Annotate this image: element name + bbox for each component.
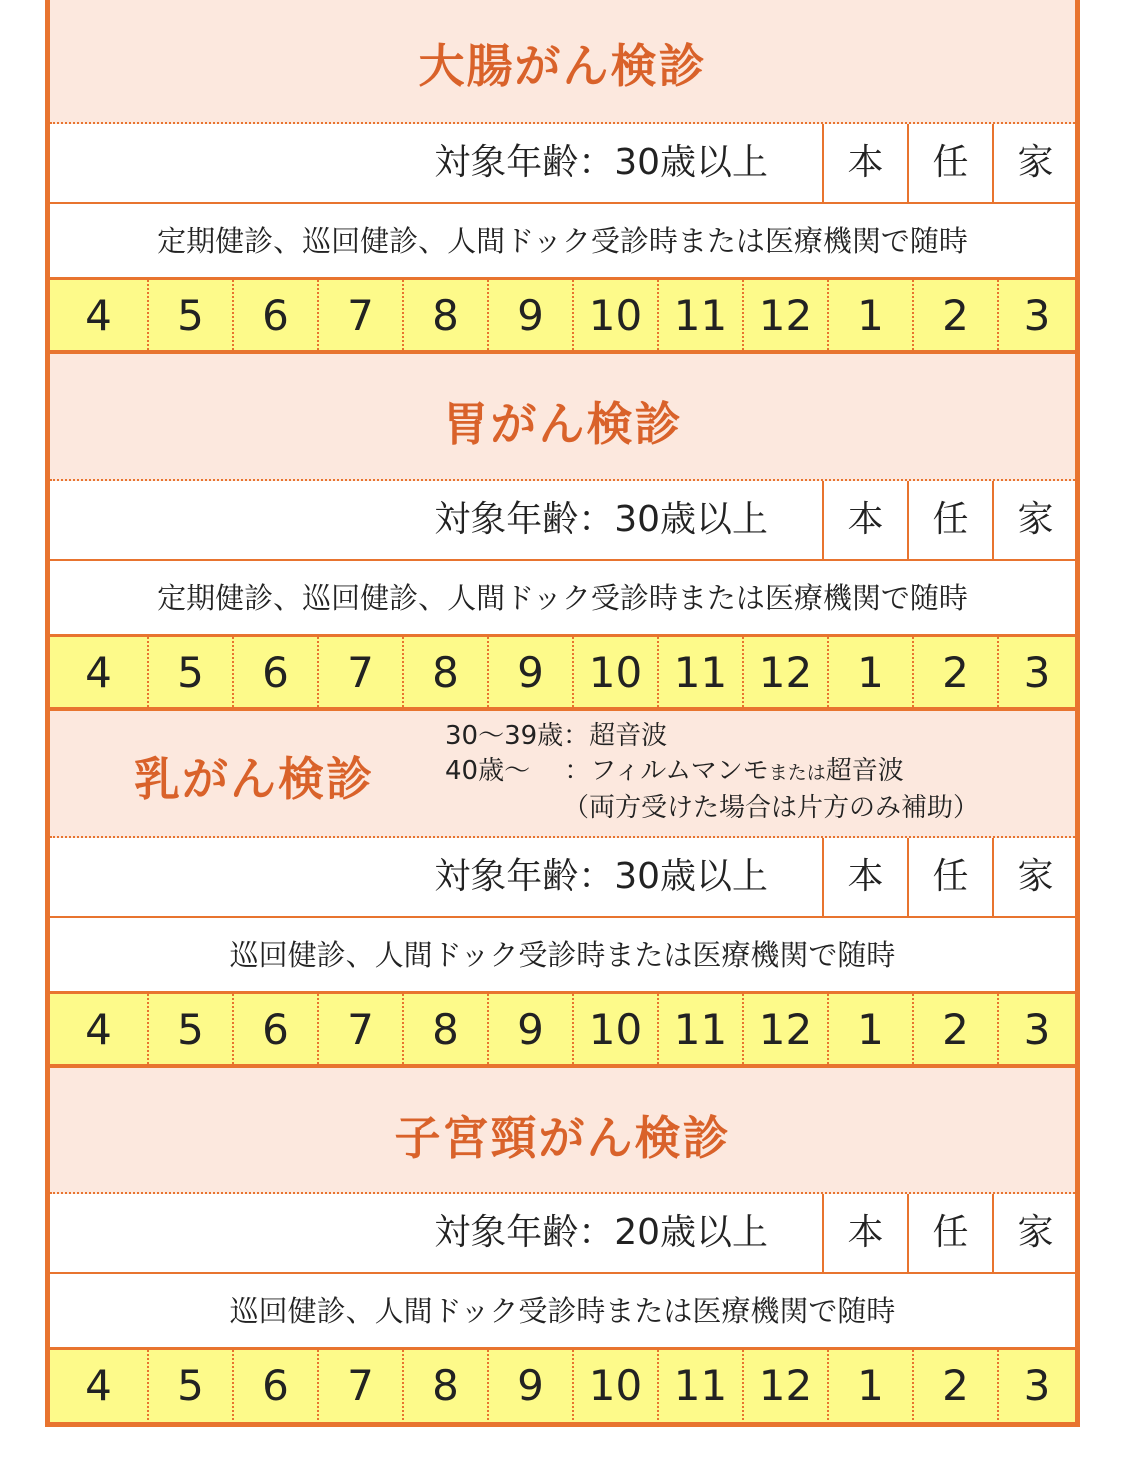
coverage-self: 本 bbox=[822, 838, 907, 916]
age-row bbox=[50, 1194, 1075, 1274]
month-cell: 1 bbox=[827, 994, 912, 1064]
coverage-voluntary: 任 bbox=[907, 838, 992, 916]
month-cell: 8 bbox=[402, 280, 487, 350]
coverage-family: 家 bbox=[992, 838, 1077, 916]
month-cell: 2 bbox=[912, 280, 997, 350]
month-cell: 8 bbox=[402, 637, 487, 707]
section-title: 乳がん検診 bbox=[134, 752, 374, 806]
month-cell: 7 bbox=[317, 637, 402, 707]
month-cell: 7 bbox=[317, 994, 402, 1064]
age-label: 対象年齢：30歳以上 bbox=[434, 142, 768, 183]
month-cell: 12 bbox=[742, 280, 827, 350]
timing-description: 巡回健診、人間ドック受診時または医療機関で随時 bbox=[50, 918, 1075, 994]
age-label: 対象年齢：20歳以上 bbox=[434, 1212, 768, 1253]
month-cell: 2 bbox=[912, 1350, 997, 1420]
month-row bbox=[50, 994, 1075, 1068]
age-label: 対象年齢：30歳以上 bbox=[434, 856, 768, 897]
month-cell: 6 bbox=[232, 994, 317, 1064]
note-line-over-40 bbox=[445, 754, 979, 791]
month-row bbox=[50, 637, 1075, 711]
month-cell: 8 bbox=[402, 1350, 487, 1420]
month-cell: 11 bbox=[657, 1350, 742, 1420]
age-label: 対象年齢：30歳以上 bbox=[434, 499, 768, 540]
month-cell: 8 bbox=[402, 994, 487, 1064]
month-cell: 4 bbox=[85, 291, 112, 340]
coverage-family: 家 bbox=[992, 481, 1077, 559]
section-title: 子宮頸がん検診 bbox=[394, 1111, 731, 1165]
month-cell: 12 bbox=[742, 994, 827, 1064]
note-prefix: 40歳～ ：フィルムマンモ bbox=[445, 756, 769, 786]
month-cell: 9 bbox=[487, 637, 572, 707]
screening-table bbox=[45, 0, 1080, 1427]
month-cell: 4 bbox=[85, 648, 112, 697]
section-title: 胃がん検診 bbox=[442, 397, 683, 451]
month-row bbox=[50, 280, 1075, 354]
month-cell: 3 bbox=[997, 637, 1075, 707]
month-cell: 3 bbox=[997, 994, 1075, 1064]
coverage-voluntary: 任 bbox=[907, 124, 992, 202]
month-cell: 12 bbox=[742, 637, 827, 707]
section-header-stomach bbox=[50, 354, 1075, 481]
note-suffix: 超音波 bbox=[825, 756, 904, 786]
timing-description: 定期健診、巡回健診、人間ドック受診時または医療機関で随時 bbox=[50, 204, 1075, 280]
month-cell: 1 bbox=[827, 280, 912, 350]
month-cell: 9 bbox=[487, 994, 572, 1064]
month-cell: 2 bbox=[912, 994, 997, 1064]
month-cell: 1 bbox=[827, 1350, 912, 1420]
month-cell: 3 bbox=[997, 280, 1075, 350]
month-cell: 5 bbox=[147, 1350, 232, 1420]
timing-description: 巡回健診、人間ドック受診時または医療機関で随時 bbox=[50, 1274, 1075, 1350]
section-title: 大腸がん検診 bbox=[418, 39, 707, 93]
coverage-family: 家 bbox=[992, 124, 1077, 202]
month-cell: 3 bbox=[997, 1350, 1075, 1420]
coverage-family: 家 bbox=[992, 1194, 1077, 1272]
month-cell: 10 bbox=[572, 994, 657, 1064]
month-cell: 6 bbox=[232, 280, 317, 350]
month-cell: 11 bbox=[657, 637, 742, 707]
coverage-self: 本 bbox=[822, 481, 907, 559]
month-cell: 6 bbox=[232, 637, 317, 707]
month-cell: 4 bbox=[85, 1361, 112, 1410]
section-header-colorectal bbox=[50, 0, 1075, 124]
month-cell: 10 bbox=[572, 280, 657, 350]
month-row bbox=[50, 1350, 1075, 1422]
month-cell: 9 bbox=[487, 280, 572, 350]
month-cell: 7 bbox=[317, 280, 402, 350]
section-header-cervical bbox=[50, 1068, 1075, 1194]
month-cell: 11 bbox=[657, 994, 742, 1064]
month-cell: 5 bbox=[147, 994, 232, 1064]
month-cell: 4 bbox=[85, 1005, 112, 1054]
coverage-voluntary: 任 bbox=[907, 1194, 992, 1272]
timing-description: 定期健診、巡回健診、人間ドック受診時または医療機関で随時 bbox=[50, 561, 1075, 637]
month-cell: 5 bbox=[147, 637, 232, 707]
note-or: または bbox=[768, 762, 826, 784]
section-header-breast bbox=[50, 711, 1075, 838]
note-line-under-40: 30～39歳：超音波 bbox=[445, 721, 668, 751]
age-row bbox=[50, 124, 1075, 204]
month-cell: 11 bbox=[657, 280, 742, 350]
age-row bbox=[50, 481, 1075, 561]
month-cell: 7 bbox=[317, 1350, 402, 1420]
coverage-self: 本 bbox=[822, 124, 907, 202]
coverage-voluntary: 任 bbox=[907, 481, 992, 559]
month-cell: 6 bbox=[232, 1350, 317, 1420]
month-cell: 10 bbox=[572, 637, 657, 707]
coverage-self: 本 bbox=[822, 1194, 907, 1272]
exam-method-notes bbox=[445, 719, 979, 826]
month-cell: 5 bbox=[147, 280, 232, 350]
month-cell: 2 bbox=[912, 637, 997, 707]
month-cell: 12 bbox=[742, 1350, 827, 1420]
month-cell: 1 bbox=[827, 637, 912, 707]
age-row bbox=[50, 838, 1075, 918]
note-line-subsidy: （両方受けた場合は片方のみ補助） bbox=[563, 793, 980, 823]
month-cell: 10 bbox=[572, 1350, 657, 1420]
month-cell: 9 bbox=[487, 1350, 572, 1420]
